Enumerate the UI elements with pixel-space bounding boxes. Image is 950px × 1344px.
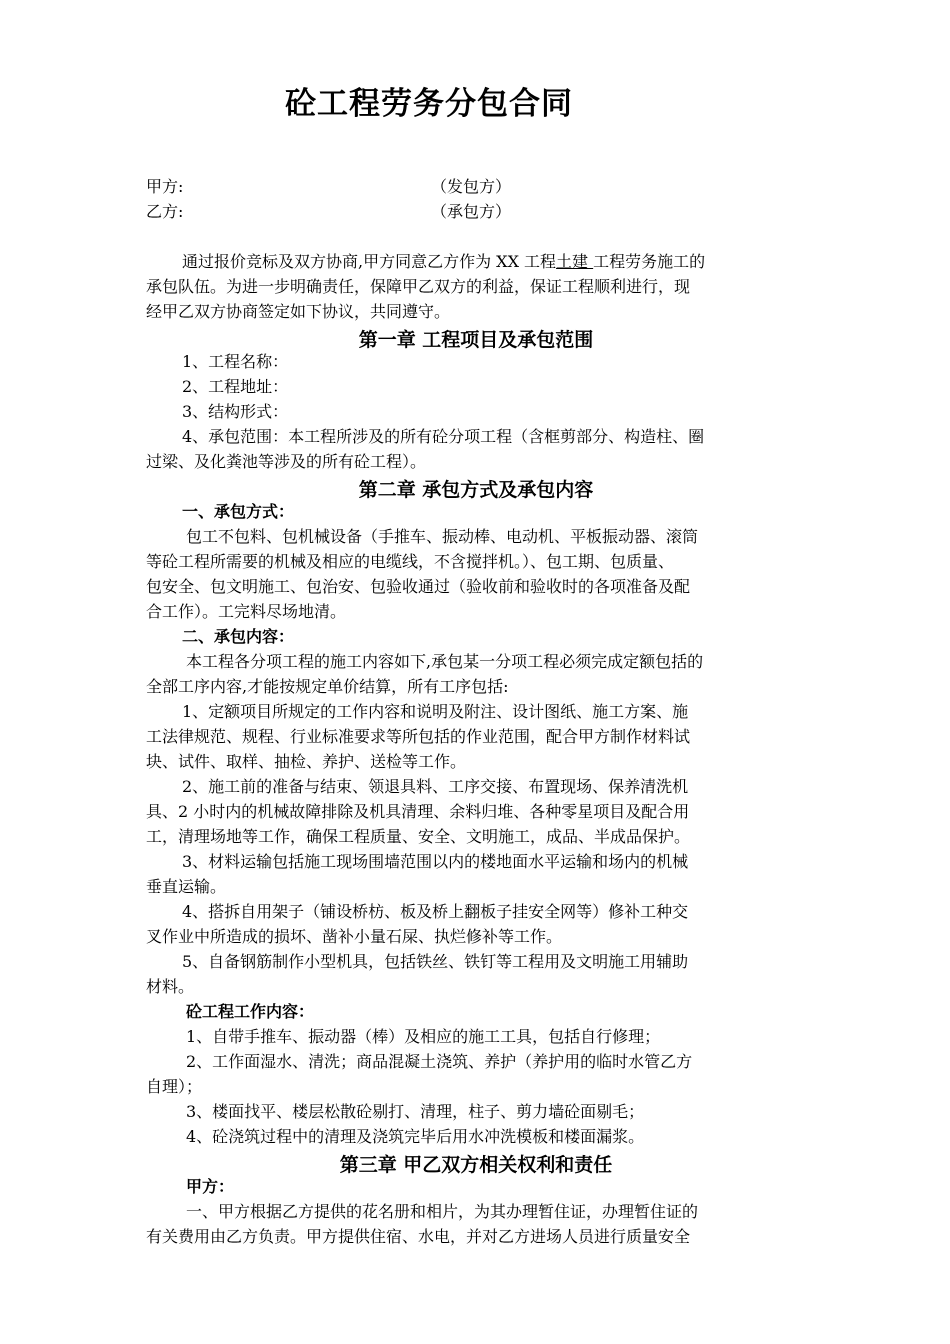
content-line: 工，清理场地等工作，确保工程质量、安全、文明施工，成品、半成品保护。 [146,827,691,846]
content-line: 块、试件、取样、抽检、养护、送检等工作。 [146,752,467,771]
content-line: 1、定额项目所规定的工作内容和说明及附注、设计图纸、施工方案、施 [182,702,689,721]
method-line: 包安全、包文明施工、包治安、包验收通过（验收前和验收时的各项准备及配 [146,577,691,596]
work-line: 4、砼浇筑过程中的清理及浇筑完毕后用水冲洗模板和楼面漏浆。 [186,1127,645,1146]
content-line: 具、2 小时内的机械故障排除及机具清理、余料归堆、各种零星项目及配合用 [146,802,690,821]
chapter-1-item: 1、工程名称： [182,352,289,371]
chapter-1-item: 过梁、及化粪池等涉及的所有砼工程）。 [146,452,427,471]
work-line: 自理）； [146,1077,203,1096]
chapter-2-title: 第二章 承包方式及承包内容 [358,479,594,501]
party-a-role: （发包方） [431,177,512,196]
method-line: 包工不包料、包机械设备（手推车、振动棒、电动机、平板振动器、滚筒 [186,527,699,546]
chapter-1-title: 第一章 工程项目及承包范围 [358,329,594,351]
content-line: 5、自备钢筋制作小型机具，包括铁丝、铁钉等工程用及文明施工用辅助 [182,952,689,971]
work-line: 2、工作面湿水、清洗；商品混凝土浇筑、养护（养护用的临时水管乙方 [186,1052,693,1071]
party-a-heading: 甲方： [186,1177,235,1196]
content-line: 2、施工前的准备与结束、领退具料、工序交接、布置现场、保养清洗机 [182,777,689,796]
chapter-3-title: 第三章 甲乙双方相关权利和责任 [339,1154,613,1176]
method-line: 合工作）。工完料尽场地清。 [146,602,347,621]
intro-line-1: 通过报价竞标及双方协商,甲方同意乙方作为 XX 工程土建 工程劳务施工的 [182,252,706,271]
work-line: 1、自带手推车、振动器（棒）及相应的施工工具，包括自行修理； [186,1027,661,1046]
content-line: 工法律规范、规程、行业标准要求等所包括的作业范围，配合甲方制作材料试 [146,727,691,746]
intro-line-3: 经甲乙双方协商签定如下协议，共同遵守。 [146,302,451,321]
content-heading: 二、承包内容： [182,627,295,646]
content-line: 垂直运输。 [146,877,227,896]
party-b-role: （承包方） [431,202,512,221]
chapter-1-item: 3、结构形式： [182,402,289,421]
method-line: 等砼工程所需要的机械及相应的电缆线，不含搅拌机。）、包工期、包质量、 [146,552,675,571]
party-b-label: 乙方: [146,202,184,221]
intro-line-2: 承包队伍。为进一步明确责任，保障甲乙双方的利益，保证工程顺利进行，现 [146,277,691,296]
project-type: 土建 [556,252,594,271]
document-title: 砼工程劳务分包合同 [285,86,573,122]
chapter-1-item: 2、工程地址： [182,377,289,396]
chapter-3-line: 有关费用由乙方负责。甲方提供住宿、水电，并对乙方进场人员进行质量安全 [146,1227,691,1246]
chapter-1-item: 4、承包范围：本工程所涉及的所有砼分项工程（含框剪部分、构造柱、圈 [182,427,705,446]
method-heading: 一、承包方式： [182,502,295,521]
content-line: 叉作业中所造成的损坏、凿补小量石屎、执烂修补等工作。 [146,927,563,946]
content-line: 3、材料运输包括施工现场围墙范围以内的楼地面水平运输和场内的机械 [182,852,689,871]
work-heading: 砼工程工作内容： [186,1002,315,1021]
chapter-3-line: 一、甲方根据乙方提供的花名册和相片，为其办理暂住证，办理暂住证的 [186,1202,699,1221]
content-line: 本工程各分项工程的施工内容如下,承包某一分项工程必须完成定额包括的 [186,652,704,671]
content-line: 材料。 [146,977,195,996]
content-line: 4、搭拆自用架子（铺设桥枋、板及桥上翻板子挂安全网等）修补工种交 [182,902,689,921]
work-line: 3、楼面找平、楼层松散砼剔打、清理，柱子、剪力墙砼面剔毛； [186,1102,645,1121]
content-line: 全部工序内容,才能按规定单价结算，所有工序包括: [146,677,509,696]
party-a-label: 甲方: [146,177,184,196]
